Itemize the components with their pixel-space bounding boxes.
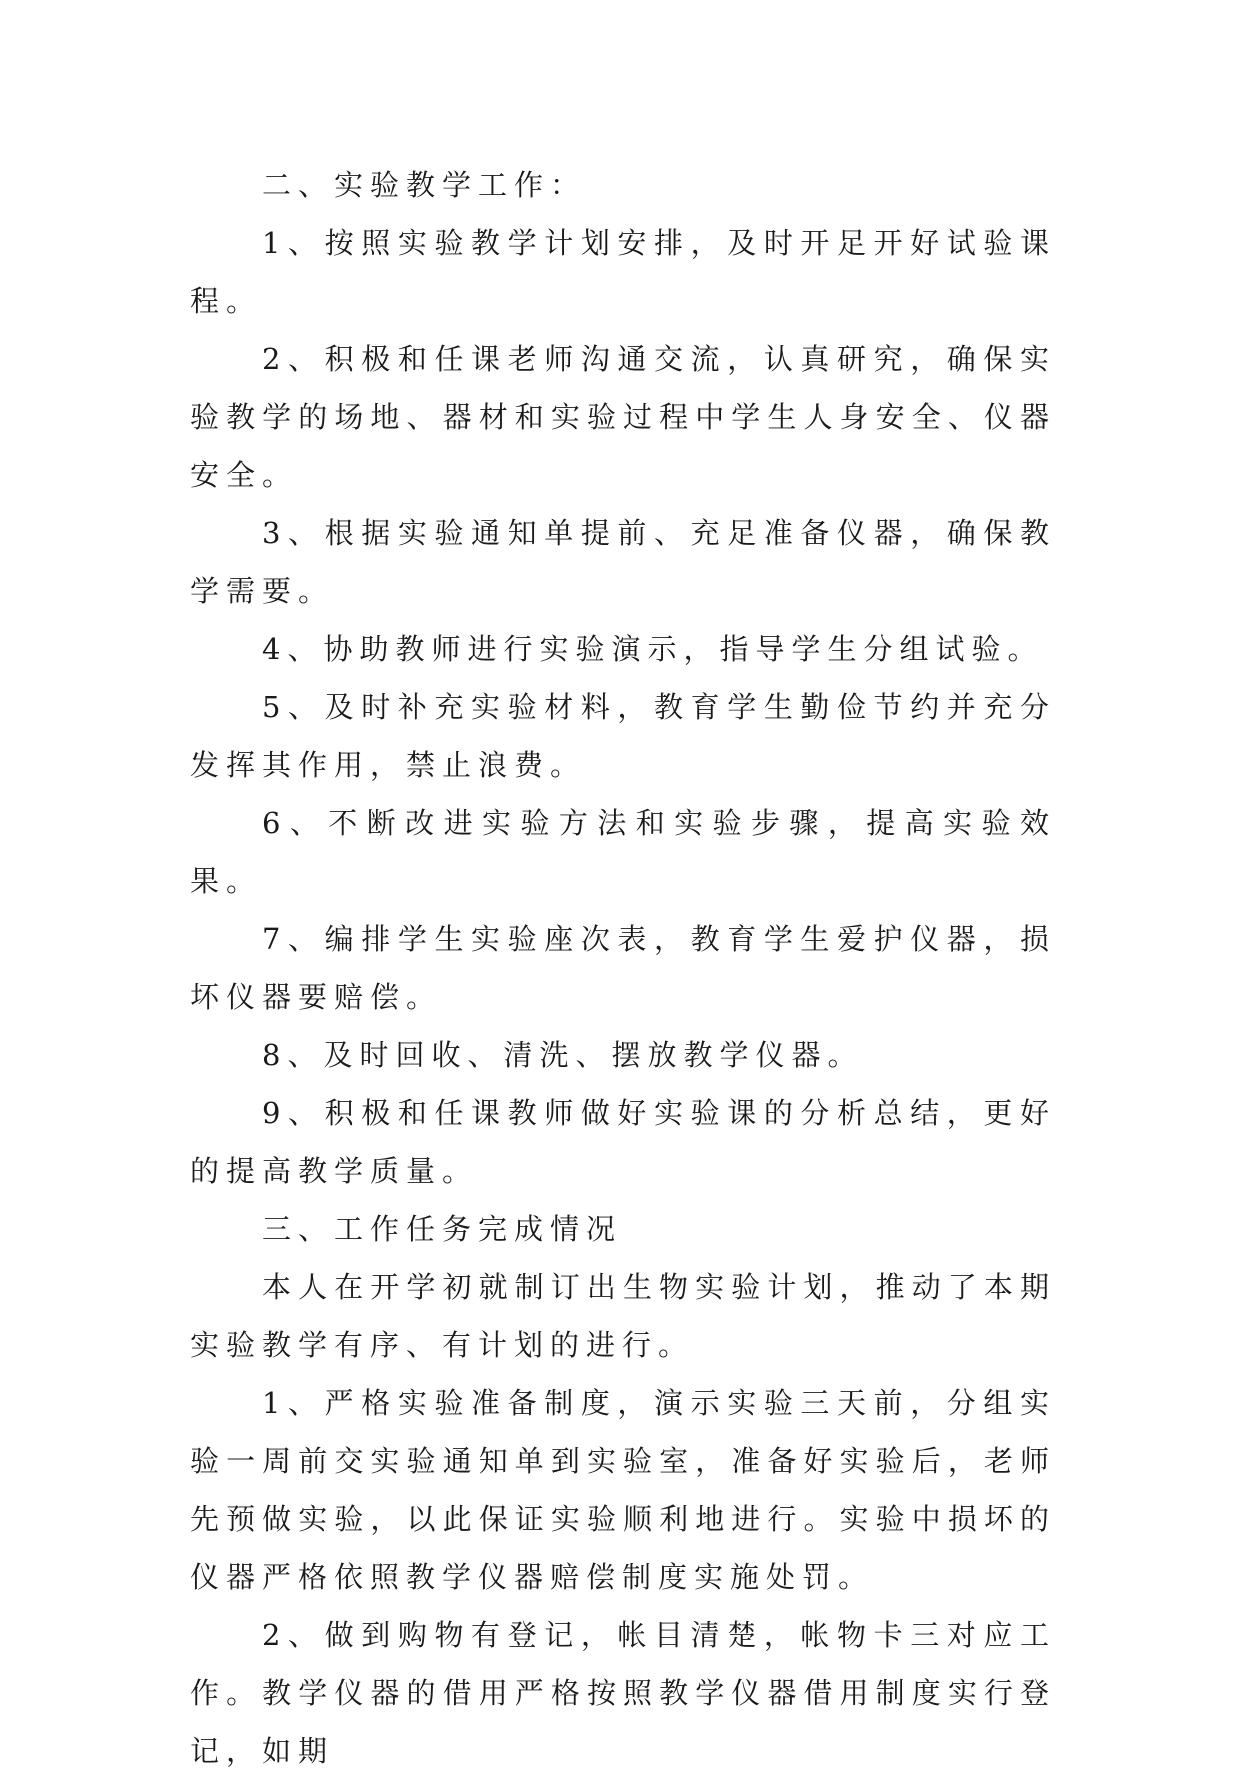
document-body: [190, 156, 1056, 1780]
paragraph-item-8: 8、及时回收、清洗、摆放教学仪器。: [262, 1038, 864, 1072]
paragraph-completion-2: 2、做到购物有登记，帐目清楚，帐物卡三对应工作。教学仪器的借用严格按照教学仪器借用制度实行登记，如期: [190, 1618, 1056, 1768]
paragraph-item-1: 1、按照实验教学计划安排，及时开足开好试验课程。: [190, 226, 1056, 318]
paragraph-item-6: 6、不断改进实验方法和实验步骤，提高实验效果。: [190, 806, 1056, 898]
section-heading-experiment-teaching: 二、实验教学工作：: [262, 168, 587, 202]
paragraph-completion-1: 1、严格实验准备制度，演示实验三天前，分组实验一周前交实验通知单到实验室，准备好实验后，老师先预做实验，以此保证实验顺利地进行。实验中损坏的仪器严格依照教学仪器赔偿制度实施处罚。: [190, 1386, 1056, 1594]
paragraph-item-4: 4、协助教师进行实验演示，指导学生分组试验。: [262, 632, 1044, 666]
section-heading-task-completion: 三、工作任务完成情况: [262, 1212, 623, 1246]
paragraph-intro: 本人在开学初就制订出生物实验计划，推动了本期实验教学有序、有计划的进行。: [190, 1270, 1056, 1362]
paragraph-item-7: 7、编排学生实验座次表，教育学生爱护仪器，损坏仪器要赔偿。: [190, 922, 1056, 1014]
paragraph-item-2: 2、积极和任课老师沟通交流，认真研究，确保实验教学的场地、器材和实验过程中学生人身安全、仪器安全。: [190, 342, 1056, 492]
paragraph-item-3: 3、根据实验通知单提前、充足准备仪器，确保教学需要。: [190, 516, 1056, 608]
paragraph-item-5: 5、及时补充实验材料，教育学生勤俭节约并充分发挥其作用，禁止浪费。: [190, 690, 1056, 782]
paragraph-item-9: 9、积极和任课教师做好实验课的分析总结，更好的提高教学质量。: [190, 1096, 1056, 1188]
